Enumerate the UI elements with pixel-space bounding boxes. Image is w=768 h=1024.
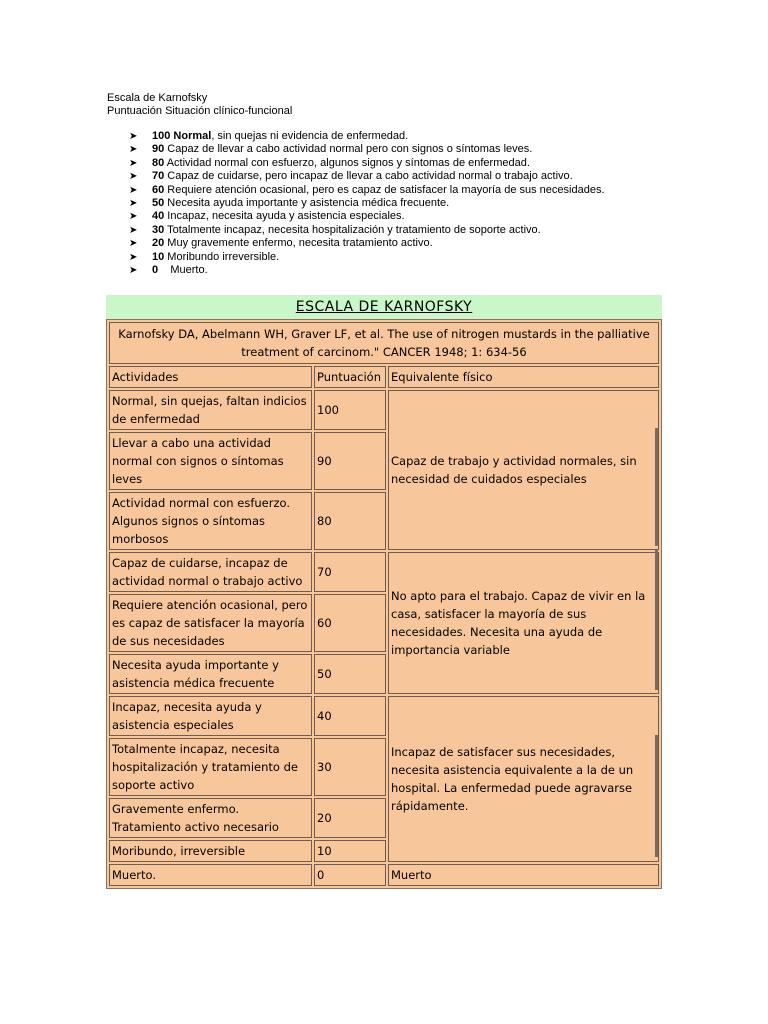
list-item: ➤ 80 Actividad normal con esfuerzo, algunos signos y síntomas de enfermedad. <box>129 156 530 169</box>
activity-cell: Actividad normal con esfuerzo. Algunos signos o síntomas morbosos <box>109 492 312 550</box>
score-cell: 100 <box>314 390 386 430</box>
arrow-bullet-icon: ➤ <box>129 264 138 276</box>
score-cell: 10 <box>314 840 386 862</box>
arrow-bullet-icon: ➤ <box>129 184 138 196</box>
list-item: ➤ 100 Normal, sin quejas ni evidencia de enfermedad. <box>129 130 409 142</box>
list-item: ➤ 40 Incapaz, necesita ayuda y asistencia especiales. <box>129 210 405 223</box>
activity-cell: Incapaz, necesita ayuda y asistencia especiales <box>109 696 312 736</box>
physical-group-cell: Capaz de trabajo y actividad normales, sin necesidad de cuidados especiales <box>388 390 659 550</box>
list-item: ➤ 60 Requiere atención ocasional, pero es capaz de satisfacer la mayoría de sus necesidades. <box>129 183 605 196</box>
list-item: ➤ 0 Muerto. <box>129 263 208 276</box>
arrow-bullet-icon: ➤ <box>129 251 138 263</box>
arrow-bullet-icon: ➤ <box>129 211 138 223</box>
list-item: ➤ 70 Capaz de cuidarse, pero incapaz de llevar a cabo actividad normal o trabajo activo. <box>129 170 573 183</box>
activity-cell: Llevar a cabo una actividad normal con signos o síntomas leves <box>109 432 312 490</box>
activity-cell: Requiere atención ocasional, pero es capaz de satisfacer la mayoría de sus necesidades <box>109 594 312 652</box>
score-cell: 60 <box>314 594 386 652</box>
karnofsky-table-block <box>106 295 662 889</box>
table-row <box>109 696 659 736</box>
activity-cell: Capaz de cuidarse, incapaz de actividad normal o trabajo activo <box>109 552 312 592</box>
table-row <box>109 864 659 886</box>
border-artifact <box>655 428 658 546</box>
arrow-bullet-icon: ➤ <box>129 144 138 156</box>
score-cell: 90 <box>314 432 386 490</box>
document-subtitle: Puntuación Situación clínico-funcional <box>107 105 293 117</box>
score-cell: 50 <box>314 654 386 694</box>
activity-cell: Necesita ayuda importante y asistencia médica frecuente <box>109 654 312 694</box>
score-cell: 80 <box>314 492 386 550</box>
scale-list <box>129 130 605 277</box>
score-cell: 70 <box>314 552 386 592</box>
list-item: ➤ 10 Moribundo irreversible. <box>129 250 280 263</box>
list-item: ➤ 50 Necesita ayuda importante y asistencia médica frecuente. <box>129 196 450 209</box>
table-row <box>109 390 659 430</box>
arrow-bullet-icon: ➤ <box>129 171 138 183</box>
score-cell: 30 <box>314 738 386 796</box>
arrow-bullet-icon: ➤ <box>129 157 138 169</box>
physical-group-cell: Muerto <box>388 864 659 886</box>
border-artifact <box>655 550 658 690</box>
activity-cell: Totalmente incapaz, necesita hospitalización y tratamiento de soporte activo <box>109 738 312 796</box>
karnofsky-table <box>106 319 662 889</box>
list-item: ➤ 30 Totalmente incapaz, necesita hospitalización y tratamiento de soporte activo. <box>129 223 541 236</box>
list-item: ➤ 20 Muy gravemente enfermo, necesita tratamiento activo. <box>129 237 433 250</box>
column-header-physical: Equivalente físico <box>388 366 659 388</box>
activity-cell: Normal, sin quejas, faltan indicios de enfermedad <box>109 390 312 430</box>
list-item: ➤ 90 Capaz de llevar a cabo actividad normal pero con signos o síntomas leves. <box>129 143 533 156</box>
activity-cell: Muerto. <box>109 864 312 886</box>
column-header-activities: Actividades <box>109 366 312 388</box>
score-cell: 40 <box>314 696 386 736</box>
activity-cell: Moribundo, irreversible <box>109 840 312 862</box>
border-artifact <box>655 735 658 857</box>
arrow-bullet-icon: ➤ <box>129 224 138 236</box>
table-title: ESCALA DE KARNOFSKY <box>106 295 662 319</box>
arrow-bullet-icon: ➤ <box>129 131 138 142</box>
physical-group-cell: No apto para el trabajo. Capaz de vivir en la casa, satisfacer la mayoría de sus necesidades. Necesita una ayuda de importancia variable <box>388 552 659 694</box>
arrow-bullet-icon: ➤ <box>129 197 138 209</box>
arrow-bullet-icon: ➤ <box>129 238 138 250</box>
reference-cell: Karnofsky DA, Abelmann WH, Graver LF, et al. The use of nitrogen mustards in the palliative treatment of carcinom." CANCER 1948; 1: 634-56 <box>109 322 659 364</box>
score-cell: 20 <box>314 798 386 838</box>
table-row <box>109 552 659 592</box>
table-header-row <box>109 366 659 388</box>
document-title: Escala de Karnofsky <box>107 92 208 104</box>
physical-group-cell: Incapaz de satisfacer sus necesidades, necesita asistencia equivalente a la de un hospital. La enfermedad puede agravarse rápidamente. <box>388 696 659 862</box>
score-cell: 0 <box>314 864 386 886</box>
table-row <box>109 322 659 364</box>
activity-cell: Gravemente enfermo. Tratamiento activo necesario <box>109 798 312 838</box>
column-header-score: Puntuación <box>314 366 386 388</box>
